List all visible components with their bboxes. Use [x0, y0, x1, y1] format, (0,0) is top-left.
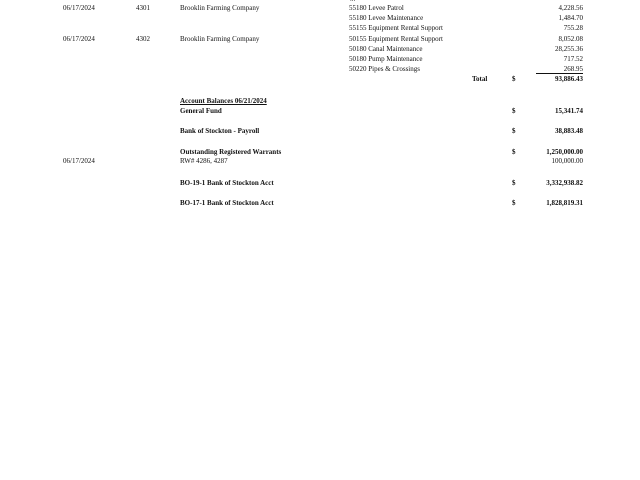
warrants-amount: 1,250,000.00: [546, 148, 583, 156]
rw-label: RW# 4286, 4287: [180, 157, 228, 165]
line-amount: 8,052.08: [558, 35, 583, 43]
clipped-header-fragment: [350, 0, 355, 3]
line-amount: 1,484.70: [558, 14, 583, 22]
line-account: 50155 Equipment Rental Support: [349, 35, 443, 43]
bo19-currency: $: [512, 179, 516, 187]
total-currency: $: [512, 75, 516, 83]
payment-date: 06/17/2024: [63, 35, 95, 43]
payment-date: 06/17/2024: [63, 4, 95, 12]
bo19-amount: 3,332,938.82: [546, 179, 583, 187]
subtotal-rule: [536, 73, 583, 74]
rw-date: 06/17/2024: [63, 157, 95, 165]
bo19-label: BO-19-1 Bank of Stockton Acct: [180, 179, 274, 187]
line-amount: 4,228.56: [558, 4, 583, 12]
payment-number: 4301: [136, 4, 150, 12]
line-account: 55180 Levee Patrol: [349, 4, 404, 12]
payment-vendor: Brooklin Farming Company: [180, 4, 260, 12]
bo17-amount: 1,828,819.31: [546, 199, 583, 207]
line-amount: 755.28: [563, 24, 583, 32]
warrants-currency: $: [512, 148, 516, 156]
payment-vendor: Brooklin Farming Company: [180, 35, 260, 43]
payroll-currency: $: [512, 127, 516, 135]
general-fund-amount: 15,341.74: [555, 107, 583, 115]
line-account: 55155 Equipment Rental Support: [349, 24, 443, 32]
balances-heading: Account Balances 06/21/2024: [180, 97, 267, 105]
rw-amount: 100,000.00: [551, 157, 583, 165]
bo17-label: BO-17-1 Bank of Stockton Acct: [180, 199, 274, 207]
payment-number: 4302: [136, 35, 150, 43]
payroll-amount: 38,883.48: [555, 127, 583, 135]
general-fund-currency: $: [512, 107, 516, 115]
payroll-label: Bank of Stockton - Payroll: [180, 127, 260, 135]
total-label: Total: [472, 75, 488, 83]
general-fund-label: General Fund: [180, 107, 222, 115]
line-amount: 717.52: [563, 55, 583, 63]
total-amount: 93,886.43: [555, 75, 583, 83]
line-amount: 28,255.36: [555, 45, 583, 53]
bo17-currency: $: [512, 199, 516, 207]
line-account: 50220 Pipes & Crossings: [349, 65, 420, 73]
line-account: 50180 Canal Maintenance: [349, 45, 423, 53]
line-amount: 268.95: [563, 65, 583, 73]
line-account: 50180 Pump Maintenance: [349, 55, 423, 63]
line-account: 55180 Levee Maintenance: [349, 14, 424, 22]
warrants-label: Outstanding Registered Warrants: [180, 148, 282, 156]
